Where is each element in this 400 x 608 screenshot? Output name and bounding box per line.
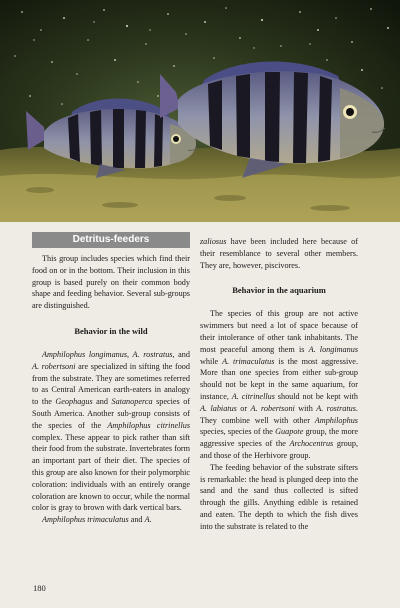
continued-line: Amphilophus trimaculatus and A. [42, 515, 152, 525]
continued-paragraph: zaliosus have been included here because of their resemblance to several other members. They are, however, piscivores. [200, 237, 358, 270]
heading-behavior-aquarium: Behavior in the aquarium [232, 285, 326, 296]
left-column [32, 232, 190, 526]
genus-name: Archocentrus [289, 439, 334, 449]
genus-name: Satanoperca [111, 397, 153, 407]
species-name: A. robertsoni [32, 361, 76, 371]
section-title: Detritus-feeders [32, 232, 190, 248]
species-name: Amphilophus citrinellus [107, 420, 191, 430]
genus-name: Amphilophus [314, 415, 358, 425]
genus-name: Geophagus [55, 397, 93, 407]
right-column [200, 236, 358, 533]
wild-paragraph: Amphilophus longimanus, A. rostratus, and A. robertsoni are specialized in sifting the food from the substrate. They are sometimes referred to as Central American earth-eaters in analogy to the Geophagus and Satanoperca species of South America. Another sub-group consists of the species of the Amphilophus citrinellus complex. These appear to pick rather than sift their food from the substrate. Invertebrates form an important part of their diet. The species of this group are also known for their polymorphic coloration: individuals with an entirely orange coloration are known to occur, while the normal color is gray to brown with dark vertical bars. [32, 349, 191, 513]
species-name: Amphilophus longimanus, A. rostratus, [42, 349, 175, 359]
species-name: A. robertsoni [250, 403, 295, 413]
species-name: A. rostratus. [316, 403, 359, 413]
species-name: zaliosus [200, 237, 227, 246]
cichlid-photo [0, 0, 400, 222]
species-name: A. trimaculatus [222, 356, 275, 366]
species-name: A. longimanus [308, 344, 359, 354]
cichlid-photo-illustration [0, 0, 400, 222]
species-name: Amphilophus trimaculatus [42, 515, 129, 525]
heading-behavior-wild: Behavior in the wild [74, 325, 148, 336]
species-name: A. labiatus [200, 403, 237, 413]
page-number: 180 [33, 583, 46, 593]
species-name: A. [144, 515, 152, 525]
species-name: A. citrinellus [231, 391, 275, 401]
intro-paragraph: This group includes species which find their food on or in the bottom. Their inclusion in this group is based purely on their common body shape and feeding behavior. Several sub-groups are distinguished. [32, 254, 190, 311]
feeding-paragraph: The feeding behavior of the substrate sifters is remarkable: the head is plunged deep into the sand and the sand thus collected is sifted through the gills. Anything edible is retained and eaten. The depth to which the fish dives into the substrate is related to the [200, 462, 358, 531]
genus-name: Guapote [275, 427, 304, 437]
aquarium-paragraph: The species of this group are not active swimmers but need a lot of space because of their intolerance of other tank inhabitants. The most peaceful among them is A. longimanus while A. trimaculatus is the most aggressive. More than one species from either sub-group should not be kept in the same aquarium, for instance, A. citrinellus should not be kept with A. labiatus or A. robertsoni with A. rostratus. They combine well with other Amphilophus species, species of the Guapote group, the more aggressive species of the Archocentrus group, and those of the Herbivore group. [200, 309, 359, 460]
